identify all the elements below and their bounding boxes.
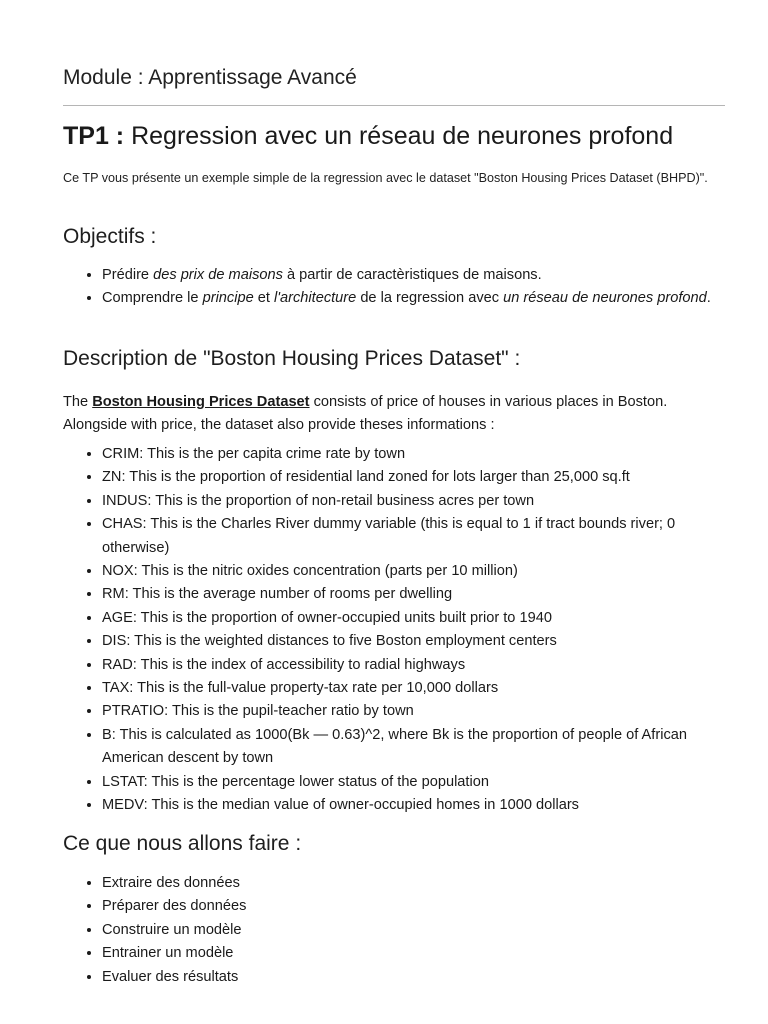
feature-item: • B: This is calculated as 1000(Bk — 0.63)^2, where Bk is the proportion of people of African American descent by town <box>102 724 742 771</box>
feature-item: • AGE: This is the proportion of owner-occupied units built prior to 1940 <box>102 607 742 630</box>
objective-emphasis: principe <box>202 290 254 307</box>
feature-item: • PTRATIO: This is the pupil-teacher ratio by town <box>102 700 742 723</box>
feature-item: • ZN: This is the proportion of residential land zoned for lots larger than 25,000 sq.ft <box>102 466 742 489</box>
objective-text: et <box>253 290 274 307</box>
objective-text: à partir de caractèristiques de maisons. <box>282 267 542 283</box>
feature-item: • CHAS: This is the Charles River dummy variable (this is equal to 1 if tract bounds river; 0 otherwise) <box>102 513 742 560</box>
description-text: The <box>63 394 93 410</box>
objectives-heading: Objectifs : <box>63 225 157 248</box>
dataset-link[interactable]: Boston Housing Prices Dataset <box>92 394 310 410</box>
objective-text: Comprendre le <box>102 290 203 307</box>
objective-text: Prédire <box>102 267 154 283</box>
objective-emphasis: l'architecture <box>273 290 357 307</box>
plan-step: • Evaluer des résultats <box>102 966 246 989</box>
plan-list <box>80 872 246 989</box>
header-divider <box>63 105 725 106</box>
plan-step: • Entrainer un modèle <box>102 942 246 965</box>
plan-step: • Préparer des données <box>102 895 246 918</box>
feature-item: • RM: This is the average number of rooms per dwelling <box>102 583 742 606</box>
plan-step: • Extraire des données <box>102 872 246 895</box>
feature-item: • INDUS: This is the proportion of non-retail business acres per town <box>102 490 742 513</box>
feature-item: • RAD: This is the index of accessibility to radial highways <box>102 654 742 677</box>
description-heading: Description de "Boston Housing Prices Dataset" : <box>63 347 521 370</box>
intro-paragraph: Ce TP vous présente un exemple simple de la regression avec le dataset "Boston Housing Prices Dataset (BHPD)". <box>63 171 708 185</box>
plan-heading: Ce que nous allons faire : <box>63 832 302 855</box>
features-list <box>80 443 742 818</box>
objective-text: . <box>706 290 711 307</box>
module-title: Module : Apprentissage Avancé <box>63 66 357 89</box>
objective-item <box>102 287 711 310</box>
tp-title <box>63 122 673 151</box>
description-paragraph <box>63 391 723 437</box>
feature-item: • MEDV: This is the median value of owner-occupied homes in 1000 dollars <box>102 794 742 817</box>
tp-label: TP1 : <box>63 122 125 150</box>
objective-item <box>102 264 711 287</box>
description-text: consists of price of houses in various places in Boston. Alongside with price, the dataset also provide theses informations : <box>63 394 668 433</box>
plan-step: • Construire un modèle <box>102 919 246 942</box>
feature-item: • NOX: This is the nitric oxides concentration (parts per 10 million) <box>102 560 742 583</box>
feature-item: • DIS: This is the weighted distances to five Boston employment centers <box>102 630 742 653</box>
objectives-list <box>80 264 711 311</box>
objective-emphasis: un réseau de neurones profond <box>503 290 707 307</box>
objective-text: de la regression avec <box>356 290 504 307</box>
objective-emphasis: des prix de maisons <box>153 267 283 283</box>
feature-item: • LSTAT: This is the percentage lower status of the population <box>102 771 742 794</box>
feature-item: • TAX: This is the full-value property-tax rate per 10,000 dollars <box>102 677 742 700</box>
tp-title-text: Regression avec un réseau de neurones profond <box>131 122 674 150</box>
feature-item: • CRIM: This is the per capita crime rate by town <box>102 443 742 466</box>
